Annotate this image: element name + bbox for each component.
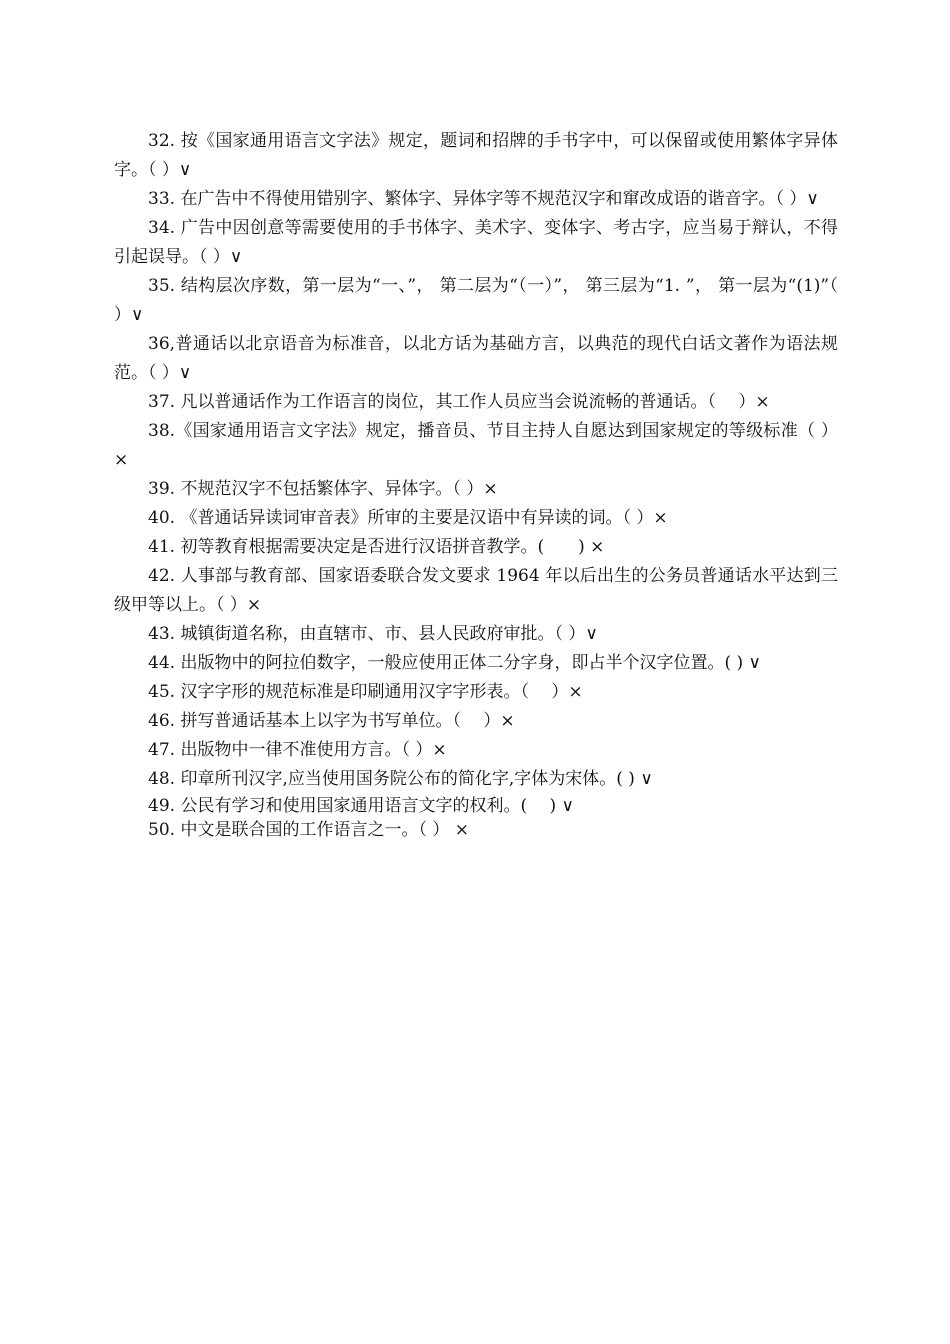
list-item: 49. 公民有学习和使用国家通用语言文字的权利。( ) ∨ [148,796,574,816]
list-item: 43. 城镇街道名称，由直辖市、市、县人民政府审批。（ ）∨ [148,624,598,644]
list-item: 39. 不规范汉字不包括繁体字、异体字。（ ）× [148,479,498,499]
list-item: 32. 按《国家通用语言文字法》规定，题词和招牌的手书字中，可以保留或使用繁体字异体字。（ ）∨ [114,131,838,180]
list-item: 48. 印章所刊汉字,应当使用国务院公布的简化字,字体为宋体。( ) ∨ [148,769,653,789]
list-item: 34. 广告中因创意等需要使用的手书体字、美术字、变体字、考古字，应当易于辩认，不得引起误导。（ ）∨ [114,218,838,267]
list-item: 42. 人事部与教育部、国家语委联合发文要求 1964 年以后出生的公务员普通话水平达到三级甲等以上。（ ）× [114,566,838,615]
list-item: 46. 拼写普通话基本上以字为书写单位。（ ）× [148,711,515,731]
list-item: 41. 初等教育根据需要决定是否进行汉语拼音教学。( ) × [148,537,605,557]
question-list [114,127,861,842]
list-item: 47. 出版物中一律不准使用方言。（ ）× [148,740,447,760]
list-item: 33. 在广告中不得使用错别字、繁体字、异体字等不规范汉字和窜改成语的谐音字。（ ）∨ [148,189,819,209]
list-item: 38.《国家通用语言文字法》规定，播音员、节目主持人自愿达到国家规定的等级标准（ ）× [114,421,838,470]
list-item: 40. 《普通话异读词审音表》所审的主要是汉语中有异读的词。（ ）× [148,508,668,528]
list-item: 50. 中文是联合国的工作语言之一。（ ） × [148,820,469,840]
list-item: 44. 出版物中的阿拉伯数字，一般应使用正体二分字身，即占半个汉字位置。( ) ∨ [148,653,761,673]
list-item: 37. 凡以普通话作为工作语言的岗位，其工作人员应当会说流畅的普通话。（ ）× [148,392,770,412]
list-item: 36,普通话以北京语音为标准音，以北方话为基础方言，以典范的现代白话文著作为语法规范。（ ）∨ [114,334,838,383]
list-item: 35. 结构层次序数，第一层为“一、”， 第二层为“（一）”， 第三层为“1. ”， 第一层为“(1)”（ ）∨ [114,276,861,325]
list-item: 45. 汉字字形的规范标准是印刷通用汉字字形表。（ ）× [148,682,583,702]
